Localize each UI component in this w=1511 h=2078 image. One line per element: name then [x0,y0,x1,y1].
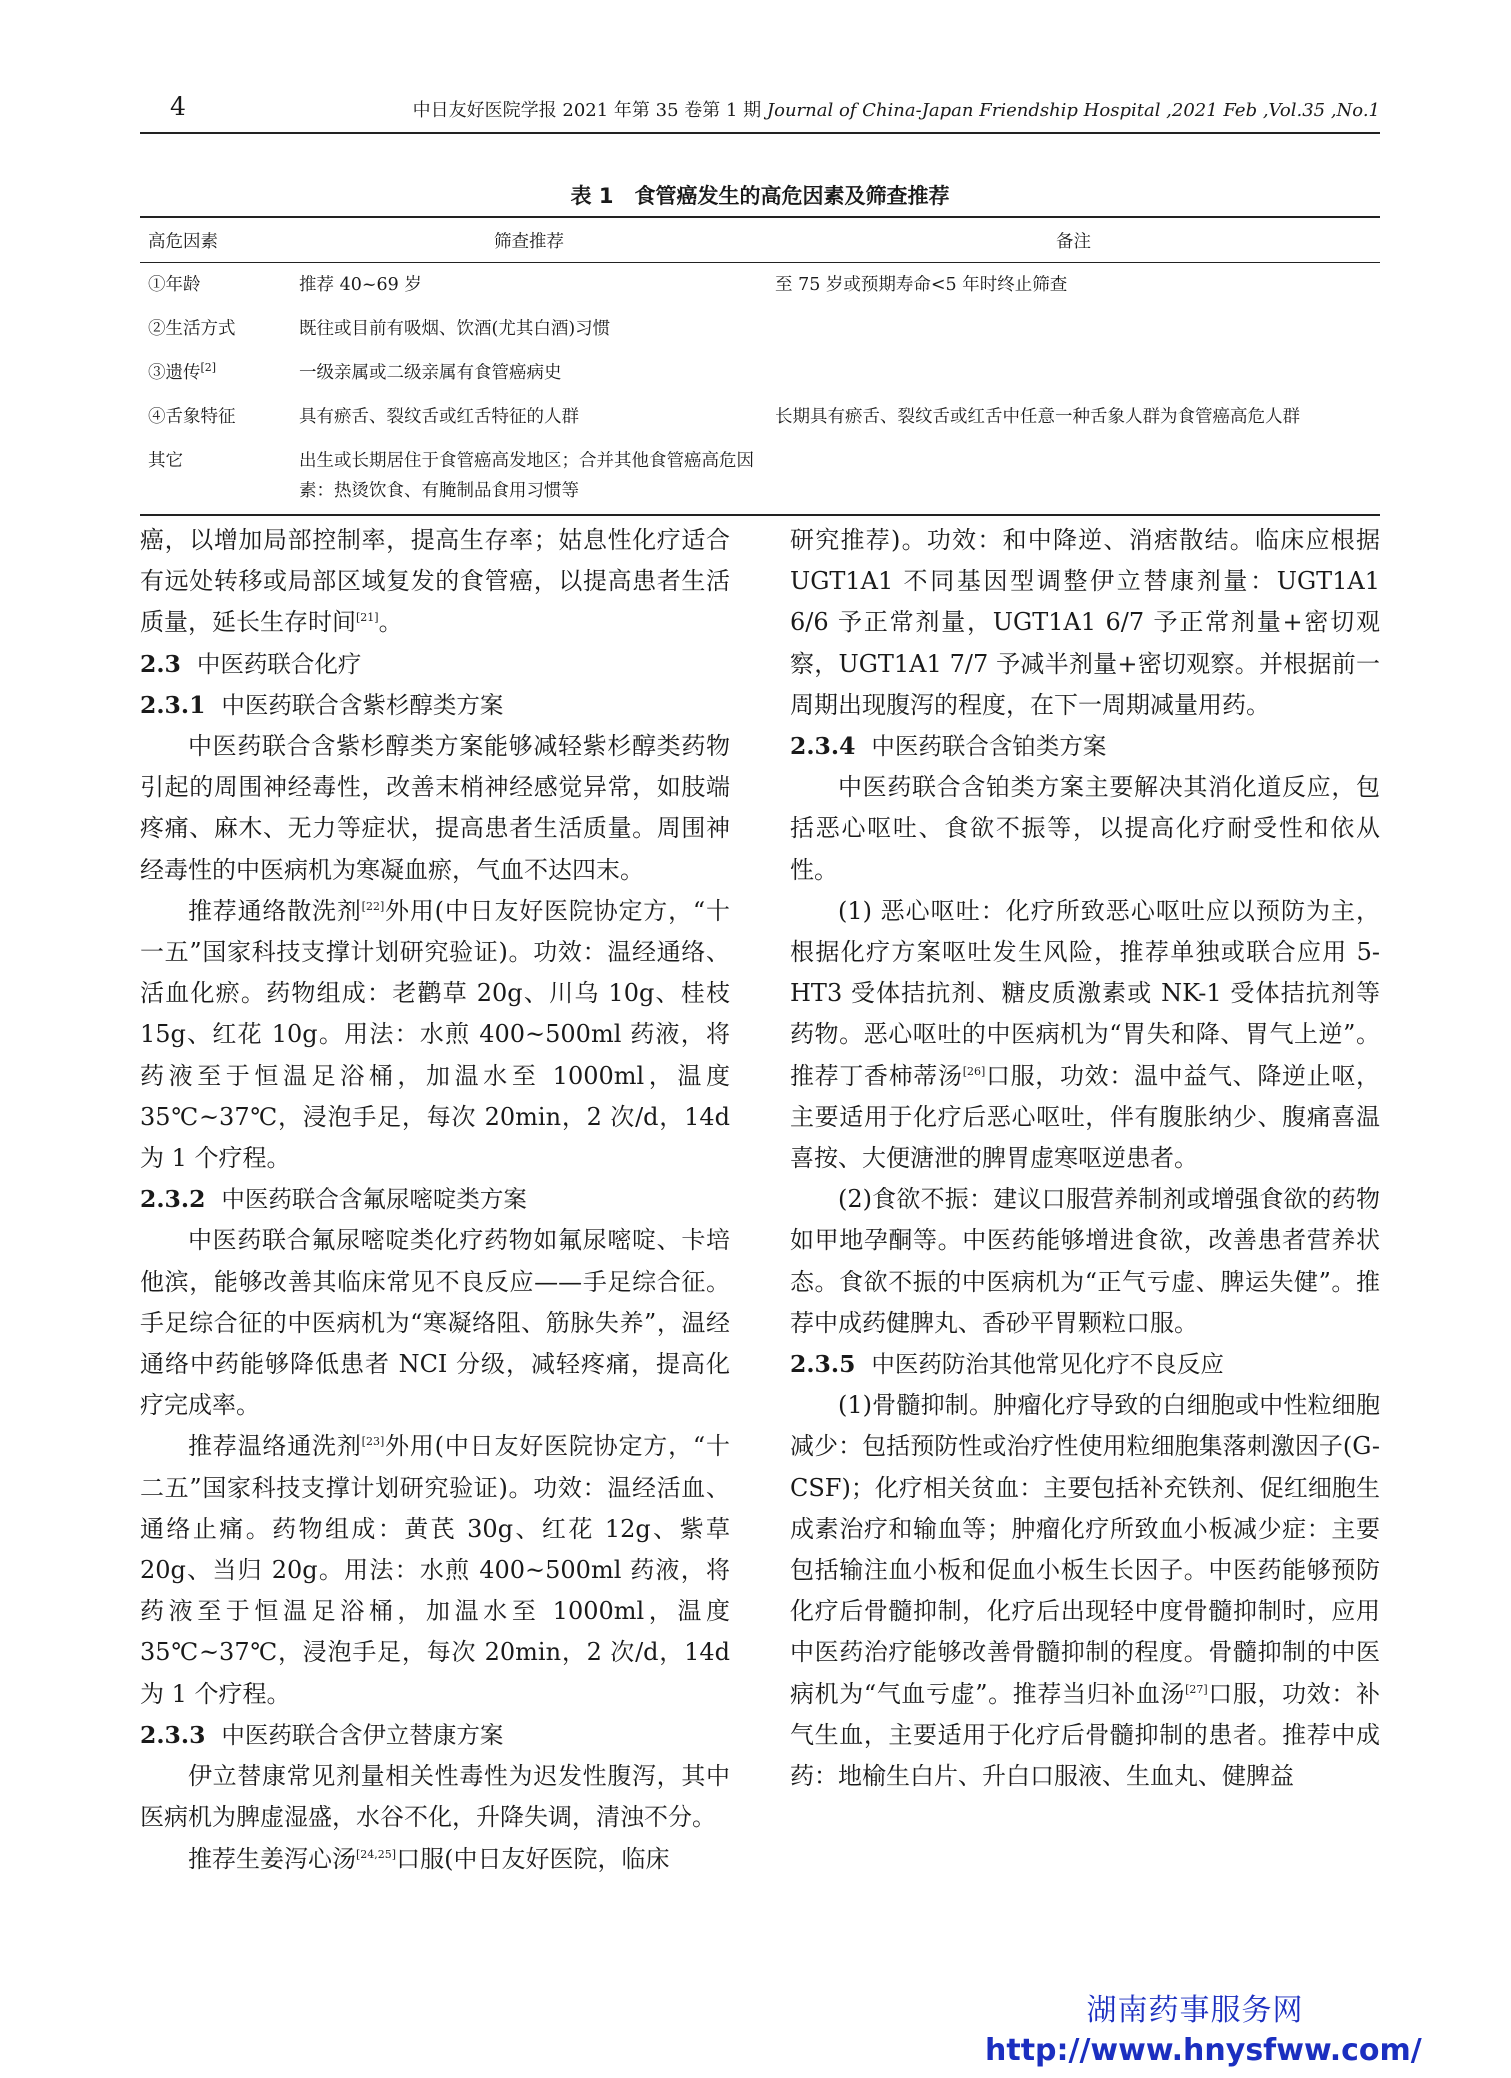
section-heading [790,726,1380,767]
section-title: 中医药联合含氟尿嘧啶类方案 [221,1185,527,1214]
paragraph: 中医药联合氟尿嘧啶类化疗药物如氟尿嘧啶、卡培他滨，能够改善其临床常见不良反应——手足综合征。手足综合征的中医病机为“寒凝络阻、筋脉失养”，温经通络中药能够降低患者 NCI 分级，减轻疼痛，提高化疗完成率。 [140,1226,730,1420]
table-row [140,351,1380,395]
section-title: 中医药联合含铂类方案 [871,732,1107,761]
paragraph-text: 口服(中日友好医院，临床 [396,1844,670,1873]
table-row [140,439,1380,515]
running-header [140,92,1380,134]
paragraph-text: 推荐温络通洗剂 [188,1432,362,1461]
table-cell-factor: ②生活方式 [148,319,236,339]
paragraph [790,891,1380,1179]
table-row [140,263,1380,308]
paragraph: 伊立替康常见剂量相关性毒性为迟发性腹泻，其中医病机为脾虚湿盛，水谷不化，升降失调，清浊不分。 [140,1762,730,1832]
paragraph-text: 外用(中日友好医院协定方，“十二五”国家科技支撑计划研究验证)。功效：温经活血、通络止痛。药物组成：黄芪 30g、红花 12g、紫草 20g、当归 20g。用法：水煎 400~500ml 药液，将药液至于恒温足浴桶，加温水至 1000ml，温度 35℃~37℃，浸泡手足，每次 20min，2 次/d，14d 为 1 个疗程。 [140,1432,730,1708]
citation-ref: [24,25] [356,1847,397,1861]
paragraph-text: 推荐通络散洗剂 [188,896,362,925]
table-cell-note [767,351,1380,395]
table-cell-recommend: 推荐 40~69 岁 [299,275,422,295]
table-cell-factor [140,351,291,395]
paragraph-text: 癌，以增加局部控制率，提高生存率；姑息性化疗适合有远处转移或局部区域复发的食管癌，以提高患者生活质量，延长生存时间 [140,526,730,637]
site-watermark [985,1985,1422,2068]
table-header-note: 备注 [767,217,1380,263]
citation-ref: [23] [361,1435,385,1449]
table-cell-factor: 其它 [140,439,291,515]
right-column [790,520,1380,1797]
table-row [140,307,1380,351]
paragraph [140,1426,730,1714]
section-title: 中医药联合含伊立替康方案 [221,1720,504,1749]
table-cell-note [767,439,1380,515]
section-heading [140,685,730,726]
section-number: 2.3.3 [140,1720,206,1749]
risk-factor-table [140,216,1380,516]
table-cell-factor: ①年龄 [148,275,201,295]
factor-text: ③遗传 [148,363,201,383]
table-header-factor: 高危因素 [140,217,291,263]
paragraph: 中医药联合含铂类方案主要解决其消化道反应，包括恶心呕吐、食欲不振等，以提高化疗耐受性和依从性。 [790,773,1380,884]
paragraph: 中医药联合含紫杉醇类方案能够减轻紫杉醇类药物引起的周围神经毒性，改善末梢神经感觉异常，如肢端疼痛、麻木、无力等症状，提高患者生活质量。周围神经毒性的中医病机为寒凝血瘀，气血不达四末。 [140,732,730,884]
table-header-row [140,217,1380,263]
table-cell-recommend: 既往或目前有吸烟、饮酒(尤其白酒)习惯 [299,319,611,339]
section-title: 中医药联合化疗 [196,649,362,678]
table-header-recommend: 筛查推荐 [291,217,767,263]
paragraph [790,1385,1380,1797]
paragraph [140,1839,730,1880]
citation-ref: [22] [361,899,385,913]
paragraph-text: 口服，功效：温中益气、降逆止呕，主要适用于化疗后恶心呕吐，伴有腹胀纳少、腹痛喜温喜按、大便溏泄的脾胃虚寒呕逆患者。 [790,1061,1381,1173]
watermark-site-name: 湖南药事服务网 [1086,1993,1304,2028]
paragraph-text: 。 [378,608,403,637]
table-cell-recommend: 出生或长期居住于食管癌高发地区；合并其他食管癌高危因素：热烫饮食、有腌制品食用习惯等 [291,439,767,515]
table-cell-recommend: 一级亲属或二级亲属有食管癌病史 [299,363,562,383]
left-column [140,520,730,1880]
journal-name-cn: 中日友好医院学报 2021 年第 35 卷第 1 期 [412,100,762,121]
section-number: 2.3.5 [790,1350,856,1379]
paragraph [140,520,730,644]
paragraph-text: (1) 恶心呕吐：化疗所致恶心呕吐应以预防为主，根据化疗方案呕吐发生风险，推荐单独或联合应用 5-HT3 受体拮抗剂、糖皮质激素或 NK-1 受体拮抗剂等药物。恶心呕吐的中医病机为“胃失和降、胃气上逆”。推荐丁香柿蒂汤 [790,896,1380,1090]
table-cell-recommend: 具有瘀舌、裂纹舌或红舌特征的人群 [299,407,579,427]
journal-citation [413,96,1380,122]
section-heading [140,1179,730,1220]
section-number: 2.3.4 [790,732,856,761]
section-title: 中医药联合含紫杉醇类方案 [221,690,504,719]
table-cell-factor: ④舌象特征 [148,407,236,427]
section-heading [140,1715,730,1756]
paragraph [140,891,730,1179]
paragraph: 研究推荐)。功效：和中降逆、消痞散结。临床应根据 UGT1A1 不同基因型调整伊立替康剂量：UGT1A1 6/6 予正常剂量，UGT1A1 6/7 予正常剂量+密切观察，UGT1A1 7/7 予减半剂量+密切观察。并根据前一周期出现腹泻的程度，在下一周期减量用药。 [790,526,1380,719]
citation-ref: [26] [962,1064,986,1078]
paragraph-text: 口服，功效：补气生血，主要适用于化疗后骨髓抑制的患者。推荐中成药：地榆生白片、升白口服液、生血丸、健脾益 [790,1679,1381,1791]
journal-name-en: Journal of China-Japan Friendship Hospital ,2021 Feb ,Vol.35 ,No.1 [766,100,1380,121]
section-number: 2.3 [140,649,181,678]
table-cell-note: 长期具有瘀舌、裂纹舌或红舌中任意一种舌象人群为食管癌高危人群 [775,407,1300,427]
table-cell-note: 至 75 岁或预期寿命<5 年时终止筛查 [775,275,1068,295]
section-number: 2.3.1 [140,690,206,719]
page-number: 4 [170,92,186,121]
citation-ref: [21] [356,611,379,625]
paragraph: (2)食欲不振：建议口服营养制剂或增强食欲的药物如甲地孕酮等。中医药能够增进食欲，改善患者营养状态。食欲不振的中医病机为“正气亏虚、脾运失健”。推荐中成药健脾丸、香砂平胃颗粒口服。 [790,1185,1380,1337]
paragraph-text: 外用(中日友好医院协定方，“十一五”国家科技支撑计划研究验证)。功效：温经通络、活血化瘀。药物组成：老鹳草 20g、川乌 10g、桂枝 15g、红花 10g。用法：水煎 400~500ml 药液，将药液至于恒温足浴桶，加温水至 1000ml，温度 35℃~37℃，浸泡手足，每次 20min，2 次/d，14d 为 1 个疗程。 [140,896,730,1173]
citation-ref: [2] [200,361,217,375]
section-heading [140,644,730,685]
citation-ref: [27] [1185,1682,1208,1696]
section-number: 2.3.2 [140,1185,206,1214]
paragraph-text: 推荐生姜泻心汤 [188,1844,356,1873]
section-heading [790,1344,1380,1385]
paragraph-text: (1)骨髓抑制。肿瘤化疗导致的白细胞或中性粒细胞减少：包括预防性或治疗性使用粒细胞集落刺激因子(G-CSF)；化疗相关贫血：主要包括补充铁剂、促红细胞生成素治疗和输血等；肿瘤化疗所致血小板减少症：主要包括输注血小板和促血小板生长因子。中医药能够预防化疗后骨髓抑制，化疗后出现轻中度骨髓抑制时，应用中医药治疗能够改善骨髓抑制的程度。骨髓抑制的中医病机为“气血亏虚”。推荐当归补血汤 [790,1391,1380,1708]
section-title: 中医药防治其他常见化疗不良反应 [871,1350,1224,1379]
table-title: 表 1 食管癌发生的高危因素及筛查推荐 [570,184,950,208]
watermark-url: http://www.hnysfww.com/ [985,2033,1422,2068]
table-row [140,395,1380,439]
table-cell-note [767,307,1380,351]
